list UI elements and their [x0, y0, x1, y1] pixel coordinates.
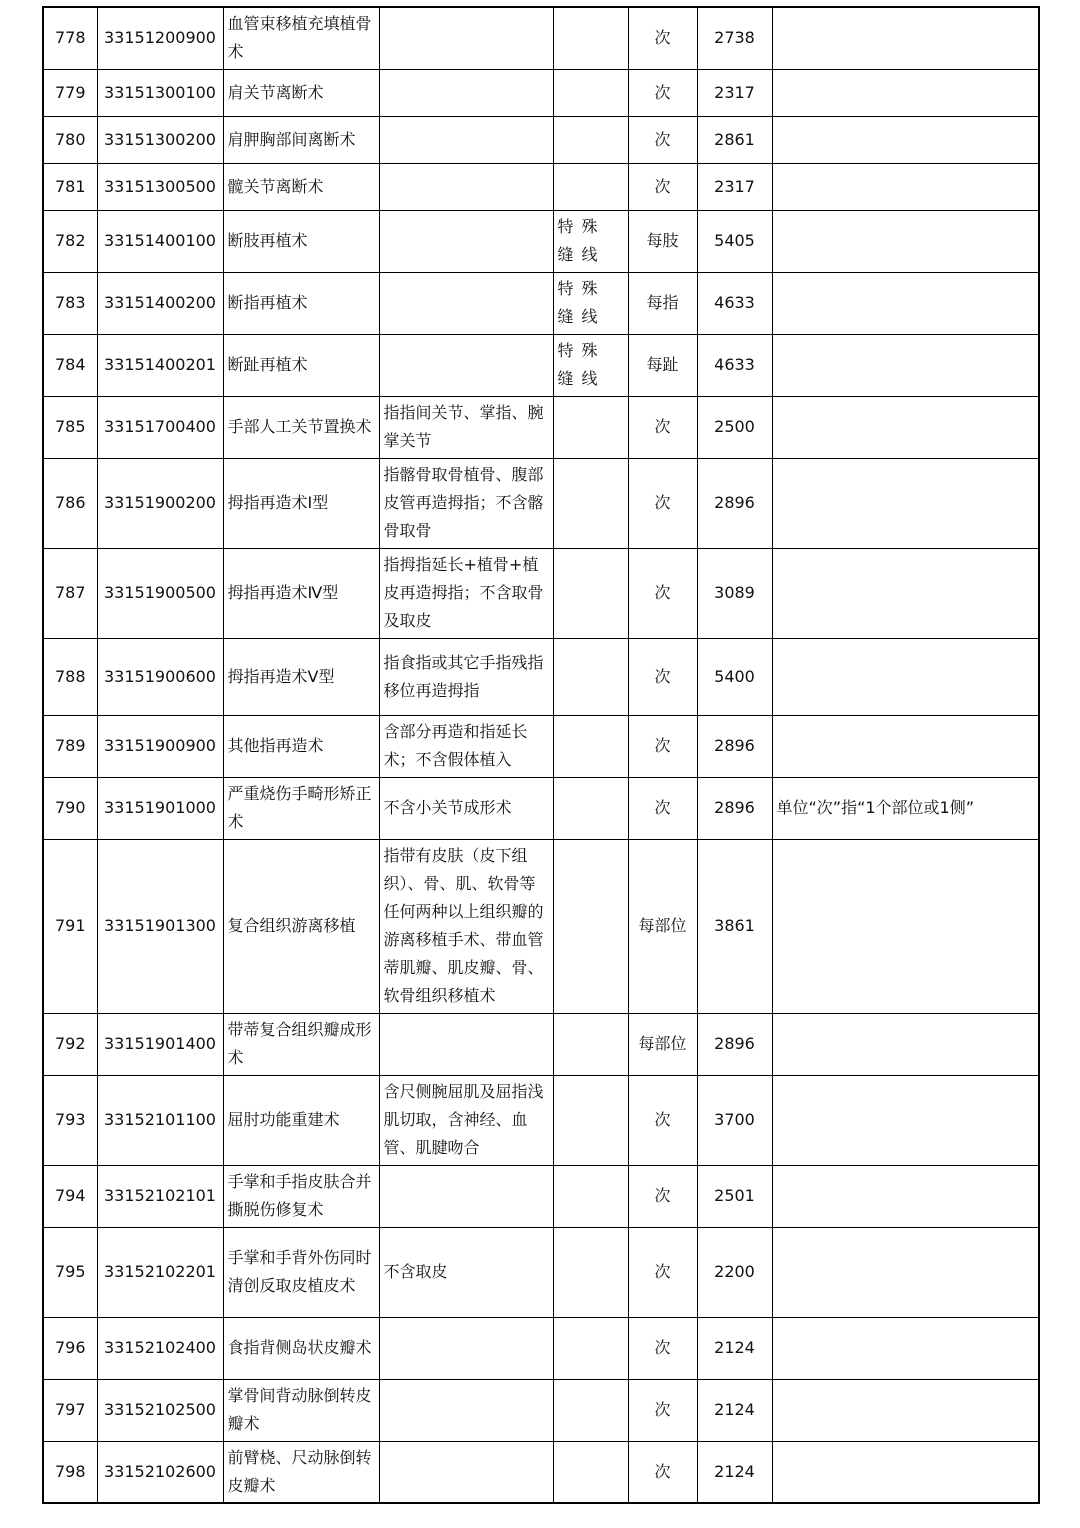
price-cell: 2501 — [697, 1165, 772, 1227]
pricing-unit-cell: 每肢 — [628, 210, 697, 272]
item-name-cell: 断肢再植术 — [223, 210, 379, 272]
pricing-unit-cell: 次 — [628, 163, 697, 210]
pricing-unit-cell: 次 — [628, 1379, 697, 1441]
item-content-cell — [379, 163, 553, 210]
item-content-cell — [379, 1379, 553, 1441]
table-row — [43, 1165, 1039, 1227]
item-name-cell: 手部人工关节置换术 — [223, 396, 379, 458]
row-number-cell: 787 — [43, 548, 97, 638]
excluded-items-cell — [553, 1165, 628, 1227]
item-code-cell: 33151300200 — [97, 116, 223, 163]
item-code-cell: 33151900600 — [97, 638, 223, 715]
table-row — [43, 1227, 1039, 1317]
table-row — [43, 1013, 1039, 1075]
row-number-cell: 785 — [43, 396, 97, 458]
table-row — [43, 334, 1039, 396]
item-name-cell: 屈肘功能重建术 — [223, 1075, 379, 1165]
excluded-items-cell: 特殊缝线 — [553, 334, 628, 396]
table-row — [43, 163, 1039, 210]
excluded-items-cell: 特殊缝线 — [553, 210, 628, 272]
excluded-items-cell — [553, 1441, 628, 1503]
item-code-cell: 33152102500 — [97, 1379, 223, 1441]
price-cell: 2896 — [697, 777, 772, 839]
excluded-items-cell — [553, 69, 628, 116]
excluded-items-cell — [553, 548, 628, 638]
price-cell: 2861 — [697, 116, 772, 163]
remarks-cell — [772, 1075, 1039, 1165]
item-content-cell — [379, 1013, 553, 1075]
item-content-cell — [379, 1165, 553, 1227]
excluded-items-cell — [553, 1013, 628, 1075]
table-row — [43, 638, 1039, 715]
remarks-cell — [772, 1317, 1039, 1379]
item-name-cell: 肩胛胸部间离断术 — [223, 116, 379, 163]
item-name-cell: 断趾再植术 — [223, 334, 379, 396]
pricing-unit-cell: 次 — [628, 396, 697, 458]
price-cell: 2317 — [697, 163, 772, 210]
remarks-cell — [772, 396, 1039, 458]
row-number-cell: 790 — [43, 777, 97, 839]
price-cell: 2500 — [697, 396, 772, 458]
item-code-cell: 33152102400 — [97, 1317, 223, 1379]
price-cell: 4633 — [697, 272, 772, 334]
remarks-cell — [772, 715, 1039, 777]
item-content-cell — [379, 210, 553, 272]
excluded-items-cell — [553, 7, 628, 69]
row-number-cell: 786 — [43, 458, 97, 548]
table-row — [43, 715, 1039, 777]
item-code-cell: 33151200900 — [97, 7, 223, 69]
item-content-cell — [379, 116, 553, 163]
table-row — [43, 210, 1039, 272]
price-cell: 2896 — [697, 458, 772, 548]
excluded-items-cell — [553, 777, 628, 839]
item-code-cell: 33151901300 — [97, 839, 223, 1013]
row-number-cell: 789 — [43, 715, 97, 777]
item-name-cell: 其他指再造术 — [223, 715, 379, 777]
price-cell: 5400 — [697, 638, 772, 715]
price-cell: 5405 — [697, 210, 772, 272]
row-number-cell: 788 — [43, 638, 97, 715]
pricing-unit-cell: 次 — [628, 777, 697, 839]
row-number-cell: 792 — [43, 1013, 97, 1075]
remarks-cell — [772, 1165, 1039, 1227]
item-name-cell: 带蒂复合组织瓣成形术 — [223, 1013, 379, 1075]
table-row — [43, 548, 1039, 638]
excluded-items-cell — [553, 1379, 628, 1441]
remarks-cell — [772, 1379, 1039, 1441]
table-row — [43, 458, 1039, 548]
pricing-unit-cell: 次 — [628, 458, 697, 548]
excluded-items-cell — [553, 1317, 628, 1379]
pricing-unit-cell: 次 — [628, 7, 697, 69]
table-row — [43, 1075, 1039, 1165]
item-content-cell — [379, 69, 553, 116]
item-name-cell: 严重烧伤手畸形矫正术 — [223, 777, 379, 839]
remarks-cell — [772, 69, 1039, 116]
pricing-unit-cell: 每部位 — [628, 1013, 697, 1075]
item-code-cell: 33151300100 — [97, 69, 223, 116]
remarks-cell — [772, 334, 1039, 396]
item-content-cell: 指指间关节、掌指、腕掌关节 — [379, 396, 553, 458]
remarks-cell — [772, 839, 1039, 1013]
item-content-cell — [379, 1441, 553, 1503]
item-content-cell — [379, 1317, 553, 1379]
table-row — [43, 69, 1039, 116]
item-name-cell: 拇指再造术Ⅰ型 — [223, 458, 379, 548]
row-number-cell: 797 — [43, 1379, 97, 1441]
excluded-items-cell — [553, 715, 628, 777]
pricing-unit-cell: 次 — [628, 638, 697, 715]
pricing-unit-cell: 次 — [628, 1075, 697, 1165]
pricing-unit-cell: 次 — [628, 116, 697, 163]
row-number-cell: 780 — [43, 116, 97, 163]
pricing-unit-cell: 次 — [628, 1165, 697, 1227]
remarks-cell — [772, 638, 1039, 715]
item-code-cell: 33151901400 — [97, 1013, 223, 1075]
excluded-items-cell — [553, 1075, 628, 1165]
item-name-cell: 手掌和手指皮肤合并撕脱伤修复术 — [223, 1165, 379, 1227]
fee-schedule-table — [42, 6, 1040, 1504]
excluded-items-cell — [553, 458, 628, 548]
price-cell: 2124 — [697, 1379, 772, 1441]
price-cell: 2738 — [697, 7, 772, 69]
item-name-cell: 掌骨间背动脉倒转皮瓣术 — [223, 1379, 379, 1441]
row-number-cell: 784 — [43, 334, 97, 396]
item-content-cell: 指髂骨取骨植骨、腹部皮管再造拇指；不含髂骨取骨 — [379, 458, 553, 548]
item-code-cell: 33151400201 — [97, 334, 223, 396]
row-number-cell: 782 — [43, 210, 97, 272]
price-cell: 4633 — [697, 334, 772, 396]
row-number-cell: 796 — [43, 1317, 97, 1379]
item-name-cell: 血管束移植充填植骨术 — [223, 7, 379, 69]
price-cell: 2200 — [697, 1227, 772, 1317]
item-name-cell: 复合组织游离移植 — [223, 839, 379, 1013]
remarks-cell — [772, 272, 1039, 334]
item-name-cell: 前臂桡、尺动脉倒转皮瓣术 — [223, 1441, 379, 1503]
table-row — [43, 116, 1039, 163]
item-code-cell: 33152102201 — [97, 1227, 223, 1317]
remarks-cell — [772, 458, 1039, 548]
excluded-items-cell: 特殊缝线 — [553, 272, 628, 334]
item-name-cell: 拇指再造术Ⅳ型 — [223, 548, 379, 638]
price-cell: 3089 — [697, 548, 772, 638]
item-code-cell: 33151400100 — [97, 210, 223, 272]
price-cell: 3700 — [697, 1075, 772, 1165]
table-row — [43, 777, 1039, 839]
item-code-cell: 33151300500 — [97, 163, 223, 210]
table-row — [43, 7, 1039, 69]
remarks-cell — [772, 116, 1039, 163]
remarks-cell — [772, 1441, 1039, 1503]
item-content-cell: 指食指或其它手指残指移位再造拇指 — [379, 638, 553, 715]
excluded-items-cell — [553, 163, 628, 210]
pricing-unit-cell: 次 — [628, 1441, 697, 1503]
table-row — [43, 272, 1039, 334]
table-row — [43, 1379, 1039, 1441]
item-code-cell: 33151900900 — [97, 715, 223, 777]
row-number-cell: 778 — [43, 7, 97, 69]
remarks-cell — [772, 1013, 1039, 1075]
item-content-cell — [379, 334, 553, 396]
price-cell: 3861 — [697, 839, 772, 1013]
item-content-cell — [379, 272, 553, 334]
item-code-cell: 33152102600 — [97, 1441, 223, 1503]
item-name-cell: 手掌和手背外伤同时清创反取皮植皮术 — [223, 1227, 379, 1317]
table-row — [43, 396, 1039, 458]
pricing-unit-cell: 每指 — [628, 272, 697, 334]
item-name-cell: 髋关节离断术 — [223, 163, 379, 210]
item-code-cell: 33151900500 — [97, 548, 223, 638]
row-number-cell: 795 — [43, 1227, 97, 1317]
row-number-cell: 781 — [43, 163, 97, 210]
item-code-cell: 33151900200 — [97, 458, 223, 548]
item-code-cell: 33151400200 — [97, 272, 223, 334]
row-number-cell: 791 — [43, 839, 97, 1013]
table-row — [43, 1317, 1039, 1379]
table-body — [43, 7, 1039, 1503]
price-cell: 2317 — [697, 69, 772, 116]
item-code-cell: 33152101100 — [97, 1075, 223, 1165]
excluded-items-cell — [553, 839, 628, 1013]
pricing-unit-cell: 次 — [628, 1317, 697, 1379]
excluded-items-cell — [553, 1227, 628, 1317]
remarks-cell — [772, 163, 1039, 210]
pricing-unit-cell: 每趾 — [628, 334, 697, 396]
pricing-unit-cell: 每部位 — [628, 839, 697, 1013]
price-cell: 2124 — [697, 1317, 772, 1379]
price-cell: 2124 — [697, 1441, 772, 1503]
item-name-cell: 拇指再造术Ⅴ型 — [223, 638, 379, 715]
item-content-cell: 含尺侧腕屈肌及屈指浅肌切取，含神经、血管、肌腱吻合 — [379, 1075, 553, 1165]
item-content-cell: 指带有皮肤（皮下组织）、骨、肌、软骨等任何两种以上组织瓣的游离移植手术、带血管蒂肌瓣、肌皮瓣、骨、软骨组织移植术 — [379, 839, 553, 1013]
price-cell: 2896 — [697, 1013, 772, 1075]
item-name-cell: 肩关节离断术 — [223, 69, 379, 116]
excluded-items-cell — [553, 638, 628, 715]
row-number-cell: 793 — [43, 1075, 97, 1165]
pricing-unit-cell: 次 — [628, 1227, 697, 1317]
row-number-cell: 779 — [43, 69, 97, 116]
row-number-cell: 794 — [43, 1165, 97, 1227]
item-name-cell: 食指背侧岛状皮瓣术 — [223, 1317, 379, 1379]
item-code-cell: 33151700400 — [97, 396, 223, 458]
row-number-cell: 783 — [43, 272, 97, 334]
pricing-unit-cell: 次 — [628, 715, 697, 777]
remarks-cell — [772, 548, 1039, 638]
pricing-unit-cell: 次 — [628, 69, 697, 116]
item-code-cell: 33152102101 — [97, 1165, 223, 1227]
remarks-cell: 单位“次”指“1个部位或1侧” — [772, 777, 1039, 839]
item-name-cell: 断指再植术 — [223, 272, 379, 334]
table-row — [43, 839, 1039, 1013]
item-content-cell: 指拇指延长+植骨+植皮再造拇指；不含取骨及取皮 — [379, 548, 553, 638]
item-code-cell: 33151901000 — [97, 777, 223, 839]
item-content-cell: 不含小关节成形术 — [379, 777, 553, 839]
excluded-items-cell — [553, 396, 628, 458]
remarks-cell — [772, 210, 1039, 272]
pricing-unit-cell: 次 — [628, 548, 697, 638]
row-number-cell: 798 — [43, 1441, 97, 1503]
item-content-cell: 含部分再造和指延长术；不含假体植入 — [379, 715, 553, 777]
remarks-cell — [772, 7, 1039, 69]
remarks-cell — [772, 1227, 1039, 1317]
excluded-items-cell — [553, 116, 628, 163]
price-cell: 2896 — [697, 715, 772, 777]
item-content-cell — [379, 7, 553, 69]
table-row — [43, 1441, 1039, 1503]
item-content-cell: 不含取皮 — [379, 1227, 553, 1317]
